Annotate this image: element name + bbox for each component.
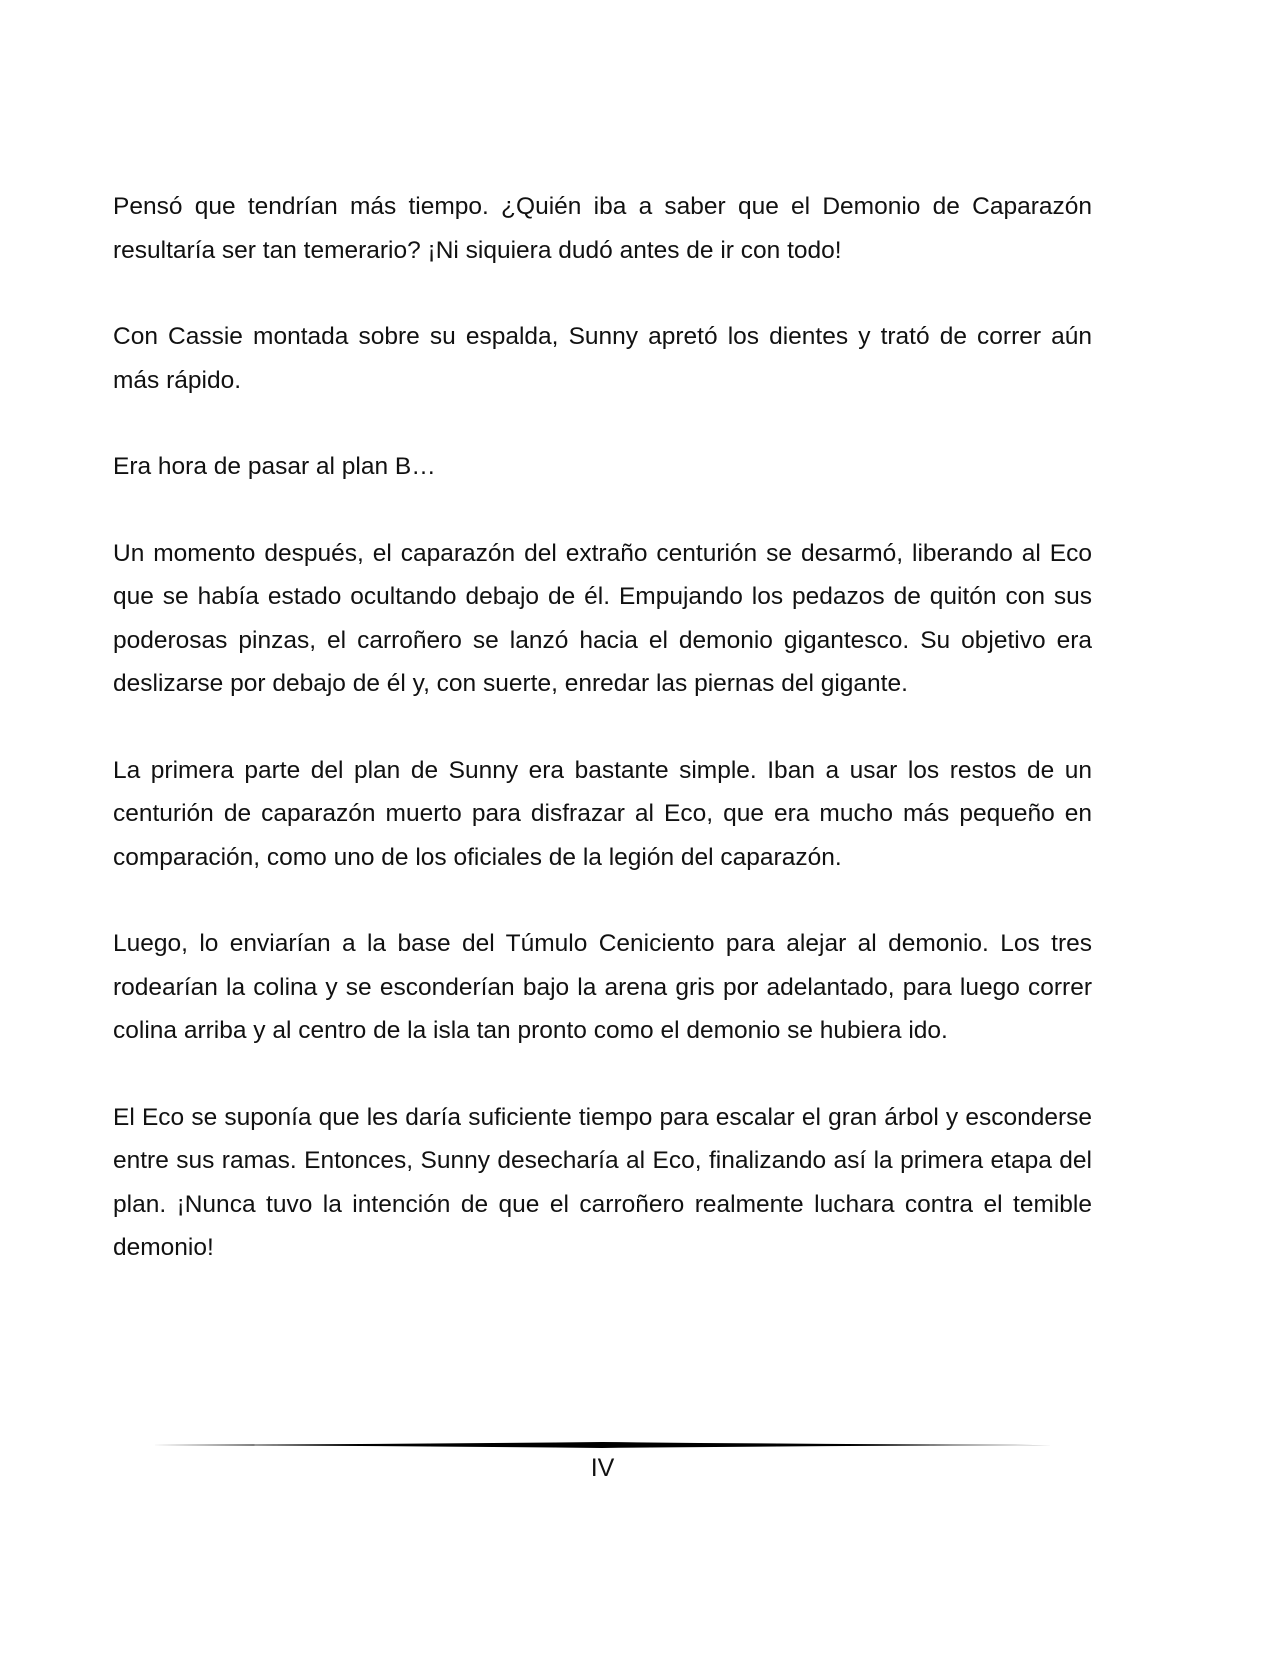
paragraph: La primera parte del plan de Sunny era bastante simple. Iban a usar los restos de un centurión de caparazón muerto para disfrazar al Eco, que era mucho más pequeño en comparación, como uno de los oficiales de la legión del caparazón. [113,756,1092,871]
paragraph: Un momento después, el caparazón del extraño centurión se desarmó, liberando al Eco que se había estado ocultando debajo de él. Empujando los pedazos de quitón con sus poderosas pinzas, el carroñero se lanzó hacia el demonio gigantesco. Su objetivo era deslizarse por debajo de él y, con suerte, enredar las piernas del gigante. [113,539,1092,697]
paragraph: Luego, lo enviarían a la base del Túmulo Ceniciento para alejar al demonio. Los tres rodearían la colina y se esconderían bajo la arena gris por adelantado, para luego correr colina arriba y al centro de la isla tan pronto como el demonio se hubiera ido. [113,930,1092,1044]
paragraph: Con Cassie montada sobre su espalda, Sunny apretó los dientes y trató de correr aún más rápido. [113,323,1092,394]
footer-divider-stroke [152,1442,1052,1448]
paragraph: Era hora de pasar al plan B… [113,453,436,480]
paragraph: El Eco se suponía que les daría suficiente tiempo para escalar el gran árbol y esconderse entre sus ramas. Entonces, Sunny desecharía al Eco, finalizando así la primera etapa del plan. ¡Nunca tuvo la intención de que el carroñero realmente luchara contra el temible demonio! [113,1103,1092,1261]
paragraph: Pensó que tendrían más tiempo. ¿Quién iba a saber que el Demonio de Caparazón resultaría ser tan temerario? ¡Ni siquiera dudó antes de ir con todo! [113,193,1092,264]
body-text [113,185,1092,1313]
page-number: IV [590,1454,615,1482]
footer-divider [152,1440,1052,1450]
